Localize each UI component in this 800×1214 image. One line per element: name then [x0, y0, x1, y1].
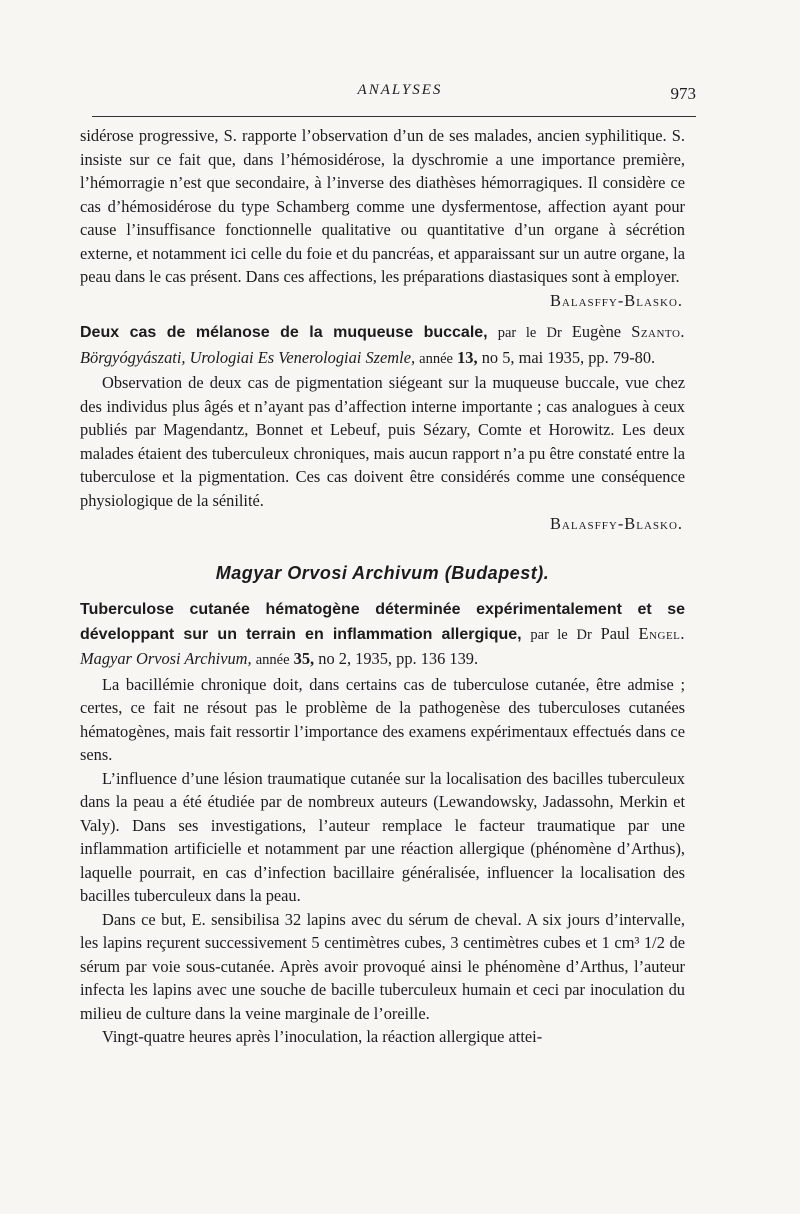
- article-heading: [80, 597, 685, 673]
- author-first-name: Eugène: [571, 322, 622, 341]
- article-title: Tuberculose cutanée hématogène déterminée expérimentalement et se développant sur un terrain en inflammation allergique,: [80, 601, 685, 643]
- article-paragraph: Vingt-quatre heures après l’inoculation, la réaction allergique attei-: [102, 1027, 543, 1046]
- signature: Balasffy-Blasko.: [550, 290, 683, 310]
- author-title: Dr: [546, 325, 562, 341]
- year-label: année: [255, 652, 290, 668]
- volume-number: 35,: [293, 649, 315, 668]
- page-body: [80, 124, 685, 1049]
- journal-title: Börgyógyászati, Urologiai Es Venerologiai Szemle,: [80, 347, 416, 367]
- citation-details: no 5, mai 1935, pp. 79-80.: [481, 347, 656, 367]
- page-number: 973: [670, 84, 696, 103]
- article-heading: [80, 320, 685, 371]
- article-paragraph: L’influence d’une lésion traumatique cutanée sur la localisation des bacilles tuberculeux dans la peau a été étudiée par de nombreux auteurs (Lewandowsky, Jadassohn, Merkin et Valy). Dans ses investigations, l’auteur remplace le facteur traumatique par une inflammation artificielle et notamment par une réaction allergique (phénomène d’Arthus), laquelle pourrait, en cas d’infection bacillaire généralisée, influencer la localisation des bacilles tuberculeux dans la peau.: [80, 768, 685, 905]
- citation-details: no 2, 1935, pp. 136 139.: [318, 649, 479, 668]
- year-label: année: [419, 350, 453, 367]
- article-paragraph: La bacillémie chronique doit, dans certains cas de tuberculose cutanée, être admise ; certes, ce fait ne résout pas le problème de la pathogenèse des tuberculoses cutanées hématogènes, mais fait ressortir l’importance des examens expérimentaux effectués dans ce sens.: [80, 674, 685, 764]
- running-head: [0, 82, 800, 106]
- volume-number: 13,: [457, 347, 478, 367]
- article-paragraph: Dans ce but, E. sensibilisa 32 lapins avec du sérum de cheval. A six jours d’intervalle, les lapins reçurent successivement 5 centimètres cubes, 3 centimètres cubes et 1 cm³ 1/2 de sérum par voie sous-cutanée. Après avoir provoqué ainsi le phénomène d’Arthus, l’auteur infecta les lapins avec une souche de bacille tuberculeux humain et ceci par inoculation du milieu de culture dans la veine marginale de l’oreille.: [80, 909, 685, 1023]
- journal-city: (Budapest).: [444, 562, 550, 583]
- author-title: Dr: [576, 626, 592, 643]
- author-last-name: Szanto.: [631, 322, 685, 341]
- byline-prefix: par le: [497, 325, 537, 341]
- continued-paragraph: sidérose progressive, S. rapporte l’observation d’un de ses malades, ancien syphilitique. S. insiste sur ce fait que, dans l’hémosidérose, la dyschromie a une importance première, l’hémorragie n’est que secondaire, à l’inverse des diathèses hémorragiques. Il considère ce cas d’hémosidérose du type Schamberg comme une dysfermentose, affection ayant pour cause l’insuffisance fonctionnelle qualitative ou quantitative d’un organe à sécrétion externe, et notamment ici celle du foie et du pancréas, et apparaissant sur un autre organe, la peau dans le cas présent. Dans ces affections, les préparations diastasiques sont à employer.: [80, 126, 685, 286]
- journal-name: Magyar Orvosi Archivum: [215, 562, 440, 583]
- article-paragraph: Observation de deux cas de pigmentation siégeant sur la muqueuse buccale, vue chez des individus plus âgés et n’ayant pas d’affection interne importante ; cas analogues à ceux publiés par Magendantz, Bonnet et Lebeuf, puis Sézary, Comte et Horowitz. Les deux malades étaient des tuberculeux chroniques, mais aucun rapport n’a pu être constaté entre la tuberculose et la pigmentation. Ces cas doivent être considérés comme une conséquence physiologique de la sénilité.: [80, 373, 685, 510]
- running-title: ANALYSES: [357, 82, 443, 98]
- byline-prefix: par le: [530, 626, 568, 643]
- author-first-name: Paul: [600, 623, 630, 643]
- author-last-name: Engel.: [638, 623, 685, 643]
- journal-title: Magyar Orvosi Archivum,: [80, 649, 252, 668]
- journal-section-heading: [80, 562, 685, 586]
- article-title: Deux cas de mélanose de la muqueuse buccale,: [80, 324, 488, 341]
- signature: Balasffy-Blasko.: [550, 514, 683, 533]
- header-rule: [92, 116, 696, 117]
